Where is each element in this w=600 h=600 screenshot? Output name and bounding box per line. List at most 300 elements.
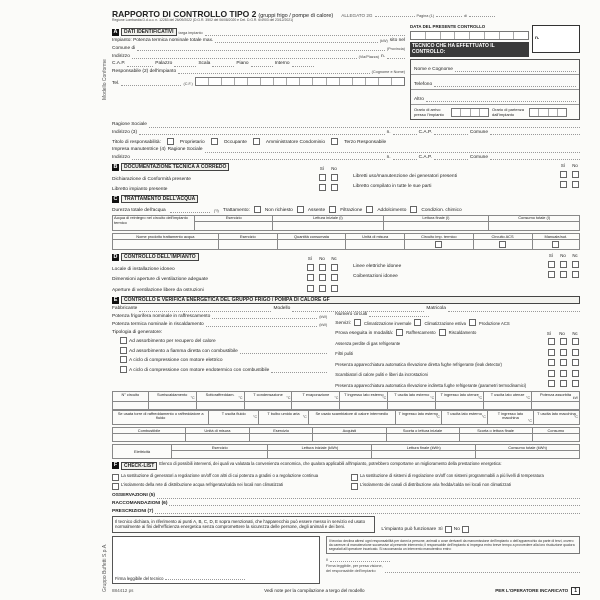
responsabile-line[interactable] xyxy=(178,69,370,74)
n-label: n. xyxy=(380,53,385,59)
table-row[interactable] xyxy=(113,434,580,442)
pagina-di-line[interactable] xyxy=(469,12,495,17)
col-header: Esercizio xyxy=(195,215,273,221)
leak-detector-si-checkbox[interactable] xyxy=(548,359,555,366)
page-title: RAPPORTO DI CONTROLLO TIPO 2 xyxy=(112,9,257,19)
pot-frig-label: Potenza frigorifera nominale in raffrescamento xyxy=(112,314,211,320)
altro-label: Altro xyxy=(414,96,424,102)
titolo-opt-label: Proprietario xyxy=(179,139,205,145)
ctrl-item-label: Coibentazioni idonee xyxy=(353,274,398,279)
docB-item-label: Libretto impianto presente xyxy=(112,187,168,193)
servizio-opt-label: Climatizzazione invernale xyxy=(364,320,412,326)
filtri-si-checkbox[interactable] xyxy=(548,349,555,356)
provincia-label: (Provincia) xyxy=(386,46,405,51)
si-header: Sì xyxy=(546,330,552,336)
si-header: Sì xyxy=(548,253,554,259)
col-header: Lettura finale (l) xyxy=(383,215,489,221)
dich-conformita-si-checkbox[interactable] xyxy=(319,174,326,181)
col-header: Consumo xyxy=(532,428,579,434)
impresa-ragione-label: Ragione Sociale xyxy=(167,147,203,153)
firma-responsabile-line[interactable] xyxy=(385,568,580,573)
titolo-occupante-checkbox[interactable] xyxy=(211,138,218,145)
col-header: Unità di misura xyxy=(186,428,250,434)
comune2-label: Comune xyxy=(469,130,488,136)
n3-line[interactable] xyxy=(393,155,417,160)
kw-label: (kW) xyxy=(319,315,328,320)
ctrl-item-label: Locale di installazione idoneo xyxy=(112,266,175,272)
col-header: Consumo totale (kWh) xyxy=(476,445,580,451)
tipologia-opt-label: Ad assorbimento per recupero del calore xyxy=(129,339,216,345)
tecnico-dichiarazione: Il tecnico dichiara, in riferimento ai punti A, B, C, D, E sopra menzionati, che l'apparecchio può essere messo in servizio ed usato normalmente ai fini dell'efficienza energetica senza compromettere la sicurezza delle persone, degli animali e dei beni. xyxy=(112,516,375,533)
scambiatori-nc-checkbox[interactable] xyxy=(572,370,579,377)
libretto-impianto-si-checkbox[interactable] xyxy=(319,184,326,191)
unit-label: °C xyxy=(481,414,486,419)
nome-cognome-label: Nome e Cognome xyxy=(414,66,453,72)
perdite-gas-nc-checkbox[interactable] xyxy=(572,338,579,345)
ragione-sociale-label: Ragione Sociale xyxy=(112,122,147,128)
prova-opt-label: Riscaldamento xyxy=(448,330,477,336)
libretto-impianto-no-checkbox[interactable] xyxy=(331,184,338,191)
filtri-nc-checkbox[interactable] xyxy=(572,349,579,356)
unit-label: °C xyxy=(382,395,387,400)
perdite-gas-no-checkbox[interactable] xyxy=(560,338,567,345)
osservazioni-line[interactable] xyxy=(157,494,580,499)
col-header: T ingresso lato macchina xyxy=(497,410,524,420)
n-box-label: n. xyxy=(535,36,540,42)
no-header: No xyxy=(560,253,566,259)
servizio-clima-estiva-checkbox[interactable] xyxy=(414,319,421,326)
targa-label: targa impianto xyxy=(178,31,203,36)
titolo-label: Titolo di responsabilità: xyxy=(112,139,161,145)
checklist-item-label: La sostituzione di generatori a regolazione on/off con altri di cui potenza a gradini o a regolazione continua xyxy=(121,472,319,478)
durezza-line[interactable] xyxy=(170,208,210,213)
piano-label: Piano xyxy=(236,61,249,67)
law-reference: Regione Lombardia D.d.u.o. n. 12283 del 26/09/2022 (D.G.R. 3502 del 06/08/2020 e Del. D.G.R. 6/4903 del 23/12/2021) xyxy=(112,18,294,23)
tratt-condizionamento-checkbox[interactable] xyxy=(410,206,417,213)
prova-opt-label: Raffrescamento xyxy=(406,330,436,336)
cf-label: (C.F.) xyxy=(183,81,193,86)
tecnico-panel xyxy=(410,59,580,120)
checklist-item4-checkbox[interactable] xyxy=(351,483,358,490)
locale-no-checkbox[interactable] xyxy=(319,264,326,271)
tipologia-assorb-fiamma-checkbox[interactable] xyxy=(120,347,127,354)
circuito-acs-checkbox[interactable] xyxy=(499,241,506,248)
libretto-compilato-si-checkbox[interactable] xyxy=(560,181,567,188)
section-a-tag: A xyxy=(113,28,118,35)
tipologia-comb1-line[interactable] xyxy=(240,349,327,354)
col-header: Esercizio xyxy=(218,234,277,240)
kw-label: (kW) xyxy=(379,39,388,44)
nc-header: Nc xyxy=(331,256,337,262)
firma-tecnico-line[interactable] xyxy=(165,575,245,580)
col-header: Nome prodotto trattamento acqua xyxy=(113,234,219,240)
unit-label: °C xyxy=(527,418,532,423)
titolo-terzo-checkbox[interactable] xyxy=(331,138,338,145)
aperture-dim-si-checkbox[interactable] xyxy=(307,274,314,281)
tipologia-comb2-line[interactable] xyxy=(271,368,327,373)
checklist-item-label: La sostituzione di sistemi di regolazione on/off con sistemi programmabili a più livelli di temperatura xyxy=(360,472,544,478)
coibentazioni-si-checkbox[interactable] xyxy=(548,271,555,278)
torre-scambiatore-table xyxy=(112,410,580,425)
col-header: Sottoraffreddam. xyxy=(205,391,235,397)
comune-label: Comune di xyxy=(112,45,136,51)
tipologia-label: Tipologia di generatore: xyxy=(112,329,163,335)
libretto-compilato-no-checkbox[interactable] xyxy=(572,181,579,188)
leak-detector-nc-checkbox[interactable] xyxy=(572,359,579,366)
col-header: T ingresso lato esterno xyxy=(344,391,384,397)
cap-label: C.A.P. xyxy=(112,61,126,67)
tratt-assente-checkbox[interactable] xyxy=(297,206,304,213)
check-item-label: Assenza perdite di gas refrigerante xyxy=(335,340,401,346)
dich-conformita-no-checkbox[interactable] xyxy=(331,174,338,181)
col-header: Scorta o lettura finale xyxy=(459,428,532,434)
tratt-opt-label: Filtrazione xyxy=(340,207,363,213)
titolo-proprietario-checkbox[interactable] xyxy=(167,138,174,145)
firma-responsabile-label: Firma leggibile, per presa visione, del responsabile dell'impianto xyxy=(325,564,383,573)
unit-label: kW xyxy=(572,395,578,400)
modello-label: Modello xyxy=(273,306,291,312)
orario-partenza-boxes[interactable] xyxy=(529,108,567,117)
circuito-termico-checkbox[interactable] xyxy=(435,241,442,248)
tipologia-assorb-recupero-checkbox[interactable] xyxy=(120,337,127,344)
si-header: Sì xyxy=(307,256,313,262)
col-header: Potenza assorbita xyxy=(539,391,572,397)
unit-label: °C xyxy=(190,395,195,400)
pagina-label: Pagina (1) xyxy=(416,14,435,18)
col-header: T condensazione xyxy=(253,391,283,397)
firma-tecnico-label: Firma leggibile del tecnico xyxy=(115,575,164,581)
prescrizioni-label: PRESCRIZIONI (7) xyxy=(112,508,154,514)
potenza-line[interactable] xyxy=(215,38,377,43)
col-header: T bulbo umido aria xyxy=(267,410,300,416)
no-header: No xyxy=(331,166,337,172)
docB-item-label: Libretto compilato in tutte le sue parti xyxy=(353,184,432,190)
elettricita-table xyxy=(112,444,580,459)
tratt-opt-label: Assente xyxy=(307,207,326,213)
perdite-gas-si-checkbox[interactable] xyxy=(548,338,555,345)
section-d-tag: D xyxy=(113,254,118,261)
col-header: T ingresso lato utenze xyxy=(440,391,479,397)
combustibile-table xyxy=(112,427,580,442)
linee-elettriche-no-checkbox[interactable] xyxy=(560,261,567,268)
tratt-opt-label: Addolcimento xyxy=(377,207,407,213)
linee-elettriche-nc-checkbox[interactable] xyxy=(572,261,579,268)
acqua-reintegro-table xyxy=(112,215,580,231)
indirizzo3-line[interactable] xyxy=(139,130,385,135)
unit-label: °C xyxy=(573,414,578,419)
data-firma-line[interactable] xyxy=(330,557,390,562)
col-header: Lettura finale (kWh) xyxy=(372,445,476,451)
n-line[interactable] xyxy=(387,54,405,59)
locale-si-checkbox[interactable] xyxy=(307,264,314,271)
table-row[interactable] xyxy=(113,402,580,410)
orario-partenza-label: Orario di partenza dall'impianto xyxy=(492,107,525,117)
param-termodinamici-si-checkbox[interactable] xyxy=(548,380,555,387)
tipologia-compressione-endotermico-checkbox[interactable] xyxy=(120,366,127,373)
tratt-addolcimento-checkbox[interactable] xyxy=(366,206,373,213)
section-b-title: DOCUMENTAZIONE TECNICA A CORREDO xyxy=(121,163,229,171)
section-e-tag: E xyxy=(113,296,118,303)
piano-line[interactable] xyxy=(251,62,273,67)
tratt-opt-label: Non richiesto xyxy=(264,207,293,213)
scala-line[interactable] xyxy=(212,62,234,67)
tipologia-compressione-elettrico-checkbox[interactable] xyxy=(120,356,127,363)
ctrl-item-label: Dimensioni aperture di ventilazione adeguate xyxy=(112,277,208,282)
si-label: Sì xyxy=(438,527,443,533)
locale-nc-checkbox[interactable] xyxy=(331,264,338,271)
titolo-opt-label: Amministratore Condominio xyxy=(265,139,326,145)
col-header: Surriscaldamento xyxy=(157,391,188,397)
altro-line[interactable] xyxy=(426,97,576,102)
scala-label: Scala xyxy=(198,61,211,67)
indirizzo3-label: Indirizzo (3) xyxy=(112,130,138,136)
n3-label: n. xyxy=(386,155,391,161)
indirizzo-label: Indirizzo xyxy=(112,53,130,59)
unit-label: °C xyxy=(302,414,307,419)
ctrl-item-label: Aperture di ventilazione libere da ostruzioni xyxy=(112,287,204,293)
il-label: Il xyxy=(325,557,328,562)
col-header: Esercizio xyxy=(249,428,313,434)
servizio-opt-label: Produzione ACS xyxy=(478,320,510,326)
tipologia-opt-label: Ad assorbimento a fiamma diretta con combustibile xyxy=(129,348,238,354)
section-b-tag: B xyxy=(113,164,118,171)
publisher-text: Gruppo Buffetti S.p.A. xyxy=(102,543,108,592)
nc-header: Nc xyxy=(572,330,578,336)
section-c-title: TRATTAMENTO DELL'ACQUA xyxy=(121,195,198,203)
no-header: No xyxy=(572,163,578,169)
numero-circuiti-line[interactable] xyxy=(369,312,429,317)
orario-arrivo-boxes[interactable] xyxy=(451,108,489,117)
responsabile-label: Responsabile (2) dell'impianto xyxy=(112,69,177,75)
tratt-nonrichiesto-checkbox[interactable] xyxy=(254,206,261,213)
aperture-libere-nc-checkbox[interactable] xyxy=(331,285,338,292)
cap2-label: C.A.P. xyxy=(418,130,432,136)
durezza-label: Durezza totale dell'acqua xyxy=(112,207,166,213)
col-header: T ingresso lato esterno xyxy=(398,410,439,416)
col-header: Circuito ACS xyxy=(473,234,532,240)
docB-item-label: Dichiarazione di Conformità presente xyxy=(112,176,191,182)
aperture-libere-si-checkbox[interactable] xyxy=(307,285,314,292)
tratt-opt-label: Condizion. chimico xyxy=(421,207,462,213)
titolo-opt-label: Occupante xyxy=(223,139,247,145)
raccomandazioni-label: RACCOMANDAZIONI (6) xyxy=(112,501,168,507)
pot-term-line[interactable] xyxy=(206,322,318,327)
checklist-item1-checkbox[interactable] xyxy=(112,474,119,481)
checklist-item-label: L'isolamento dei canali di distribuzione aria fredda/calda nei locali non climatizzati xyxy=(360,482,511,488)
tel-label: Tel. xyxy=(112,80,120,86)
col-header: T uscita lato esterno xyxy=(446,410,482,416)
unit-label: °C xyxy=(286,395,291,400)
servizio-clima-invernale-checkbox[interactable] xyxy=(354,319,361,326)
footer-operator-label: PER L'OPERATORE INCARICATO xyxy=(495,588,569,594)
section-f-title: CHECK-LIST xyxy=(121,462,157,470)
leak-detector-no-checkbox[interactable] xyxy=(560,359,567,366)
unit-label: °C xyxy=(526,395,531,400)
unit-label: °C xyxy=(478,395,483,400)
scambiatori-no-checkbox[interactable] xyxy=(560,370,567,377)
prescrizioni-line[interactable] xyxy=(155,509,580,514)
no-header: No xyxy=(319,256,325,262)
aperture-dim-no-checkbox[interactable] xyxy=(319,274,326,281)
indirizzo-line[interactable] xyxy=(132,54,357,59)
col-header: Esercizio xyxy=(172,445,268,451)
pot-term-label: Potenza termica nominale in riscaldamento xyxy=(112,321,204,327)
manuale-aut-checkbox[interactable] xyxy=(552,241,559,248)
col-header: T uscita lato esterno xyxy=(394,391,430,397)
interno-label: Interno xyxy=(274,61,290,67)
via-piazza-label: (Via/Piazza) xyxy=(358,54,379,59)
servizio-acs-checkbox[interactable] xyxy=(469,319,476,326)
palazzo-line[interactable] xyxy=(174,62,196,67)
linee-elettriche-si-checkbox[interactable] xyxy=(548,261,555,268)
tratt-filtrazione-checkbox[interactable] xyxy=(329,206,336,213)
di-label: di xyxy=(464,14,467,18)
cap2-line[interactable] xyxy=(434,130,468,135)
table-row[interactable] xyxy=(113,451,580,459)
allegato-label: ALLEGATO 2G xyxy=(341,13,373,18)
servizi-label: Servizi: xyxy=(335,321,351,327)
col-header: Se usato scambiatore di calore intermedio xyxy=(308,411,395,425)
param-termodinamici-nc-checkbox[interactable] xyxy=(572,380,579,387)
circuiti-misure-table xyxy=(112,391,580,410)
scambiatori-si-checkbox[interactable] xyxy=(548,370,555,377)
cognome-nome-label: (Cognome e Nome) xyxy=(371,70,405,75)
col-header: Circuito imp. termico xyxy=(405,234,473,240)
form-code: 884412 ps xyxy=(112,588,134,594)
col-header: Combustibile xyxy=(113,428,186,434)
ragione-sociale-line[interactable] xyxy=(149,123,580,128)
unit-label: °C xyxy=(253,414,258,419)
elettricita-rowlabel: Elettricità xyxy=(113,445,172,459)
checklist-item3-checkbox[interactable] xyxy=(112,483,119,490)
filtri-no-checkbox[interactable] xyxy=(560,349,567,356)
checklist-item2-checkbox[interactable] xyxy=(351,474,358,481)
param-termodinamici-no-checkbox[interactable] xyxy=(560,380,567,387)
no-label: No xyxy=(453,527,460,533)
comune3-line[interactable] xyxy=(490,155,580,160)
section-d-title: CONTROLLO DELL'IMPIANTO xyxy=(121,253,199,261)
tipologia-opt-label: A ciclo di compressione con motore elettrico xyxy=(129,358,223,364)
col-header: N° circuito xyxy=(113,392,149,402)
section-e-title: CONTROLLO E VERIFICA ENERGETICA DEL GRUPPO FRIGO / POMPA DI CALORE GF xyxy=(121,296,580,304)
tecnico-bar: TECNICO CHE HA EFFETTUATO IL CONTROLLO: xyxy=(410,42,529,57)
si-header: Sì xyxy=(560,163,566,169)
sito-label: sito nel xyxy=(389,38,405,44)
codice-fiscale-boxes[interactable] xyxy=(195,77,405,86)
matricola-label: Matricola xyxy=(426,306,446,312)
section-a-title: DATI IDENTIFICATIVI xyxy=(121,28,177,36)
coibentazioni-no-checkbox[interactable] xyxy=(560,271,567,278)
impresa-label: Impresa manutentrice (4) xyxy=(112,147,166,153)
prova-label: Prova eseguita in modalità: xyxy=(335,330,394,336)
unit-label: °C xyxy=(430,395,435,400)
docB-item-label: Libretti uso/manutenzione dei generatori presenti xyxy=(353,173,457,179)
col-header: Acquisti xyxy=(313,428,386,434)
page-subtitle: (gruppi frigo / pompe di calore) xyxy=(258,13,334,19)
nc-header: Nc xyxy=(572,253,578,259)
numero-circuiti-label: Numero circuiti xyxy=(335,311,368,317)
trattamento-label: Trattamento: xyxy=(222,207,250,213)
targa-line[interactable] xyxy=(205,31,405,36)
prova-raffrescamento-checkbox[interactable] xyxy=(396,329,403,336)
funzionare-si-checkbox[interactable] xyxy=(445,526,452,533)
nome-cognome-line[interactable] xyxy=(455,67,576,72)
col-header: Lettura iniziale (kWh) xyxy=(268,445,372,451)
data-controllo-label: DATA DEL PRESENTE CONTROLLO xyxy=(410,24,486,30)
col-header: Unità di misura xyxy=(346,234,405,240)
table-row[interactable] xyxy=(113,240,580,250)
libretti-uso-si-checkbox[interactable] xyxy=(560,171,567,178)
unit-label: °C xyxy=(238,395,243,400)
kw-label: (kW) xyxy=(319,322,328,327)
firma-tecnico-box[interactable] xyxy=(112,536,320,584)
col-header: T evaporazione xyxy=(302,391,330,397)
aperture-libere-no-checkbox[interactable] xyxy=(319,285,326,292)
telefono-line[interactable] xyxy=(434,82,576,87)
interno-line[interactable] xyxy=(292,62,314,67)
cap3-line[interactable] xyxy=(434,155,468,160)
tecnico-numero-box[interactable] xyxy=(532,25,580,53)
tipologia-opt-label: A ciclo di compressione con motore endotermico con combustibile xyxy=(129,367,270,373)
fabbricante-label: Fabbricante xyxy=(112,306,138,312)
no-header: No xyxy=(559,330,565,336)
ctrl-item-label: Linee elettriche idonee xyxy=(353,263,402,269)
titolo-opt-label: Terzo Responsabile xyxy=(344,139,387,145)
servizio-opt-label: Climatizzazione estiva xyxy=(424,320,466,326)
osservazioni-label: OSSERVAZIONI (5) xyxy=(112,493,156,499)
n2-label: n. xyxy=(386,130,391,136)
impresa-indirizzo-label: Indirizzo xyxy=(112,155,130,161)
acqua-reintegro-rowlabel: Acqua di reintegro nel circuito dell'impianto termico xyxy=(113,215,195,230)
data-controllo-boxes[interactable] xyxy=(410,31,529,40)
libretti-uso-no-checkbox[interactable] xyxy=(572,171,579,178)
titolo-amministratore-checkbox[interactable] xyxy=(253,138,260,145)
col-header: T uscita lato macchina xyxy=(537,410,576,416)
pagina-line[interactable] xyxy=(436,12,462,17)
unit-label: °C xyxy=(435,414,440,419)
palazzo-label: Palazzo xyxy=(155,61,173,67)
aperture-dim-nc-checkbox[interactable] xyxy=(331,274,338,281)
col-header: T uscita lato utenze xyxy=(490,391,525,397)
check-item-label: Presenza apparecchiatura automatica rilevazione diretta fughe refrigerante (leak detector) xyxy=(335,361,502,367)
raccomandazioni-line[interactable] xyxy=(169,501,580,506)
coibentazioni-nc-checkbox[interactable] xyxy=(572,271,579,278)
fine-print: Il tecnico declina altresì ogni responsabilità per danni a persone, animali o cose derivanti da manomissione dell'impianto o dell'apparecchio da parte di terzi, ovvero da carenze di manutenzione successive al presente intervento; il responsabile dell'impianto si impegna entro breve tempo a provvedere alla loro risoluzione qualora segnalati all'operatore incaricato. Si raccomanda un intervento manutentivo entro: xyxy=(326,536,580,555)
prodotto-trattamento-table xyxy=(112,233,580,250)
col-header: Lettura iniziale (l) xyxy=(273,215,383,221)
cap3-label: C.A.P. xyxy=(418,155,432,161)
funzionare-no-checkbox[interactable] xyxy=(462,526,469,533)
col-header: Se usata torre di raffreddamento o raffreddatore a fluido xyxy=(113,411,209,425)
impresa-indirizzo-line[interactable] xyxy=(132,155,385,160)
n2-line[interactable] xyxy=(393,130,417,135)
col-header: Scorta o lettura iniziale xyxy=(386,428,459,434)
section-c-tag: C xyxy=(113,196,118,203)
impianto-label: Impianto: Potenza termica nominale totale max. xyxy=(112,38,214,44)
tel-line[interactable] xyxy=(121,81,181,86)
footer-page-number: 1 xyxy=(571,587,580,595)
cap-line[interactable] xyxy=(127,62,153,67)
prova-riscaldamento-checkbox[interactable] xyxy=(439,329,446,336)
left-margin-text: Modello Conforme xyxy=(102,59,108,100)
footer-note: Vedi note per la compilazione a tergo del modello xyxy=(264,588,365,594)
pot-frig-line[interactable] xyxy=(212,314,317,319)
impresa-ragione-line[interactable] xyxy=(205,148,580,153)
comune-line[interactable] xyxy=(137,46,385,51)
telefono-label: Telefono xyxy=(414,81,433,87)
comune2-line[interactable] xyxy=(490,130,580,135)
comune3-label: Comune xyxy=(469,155,488,161)
